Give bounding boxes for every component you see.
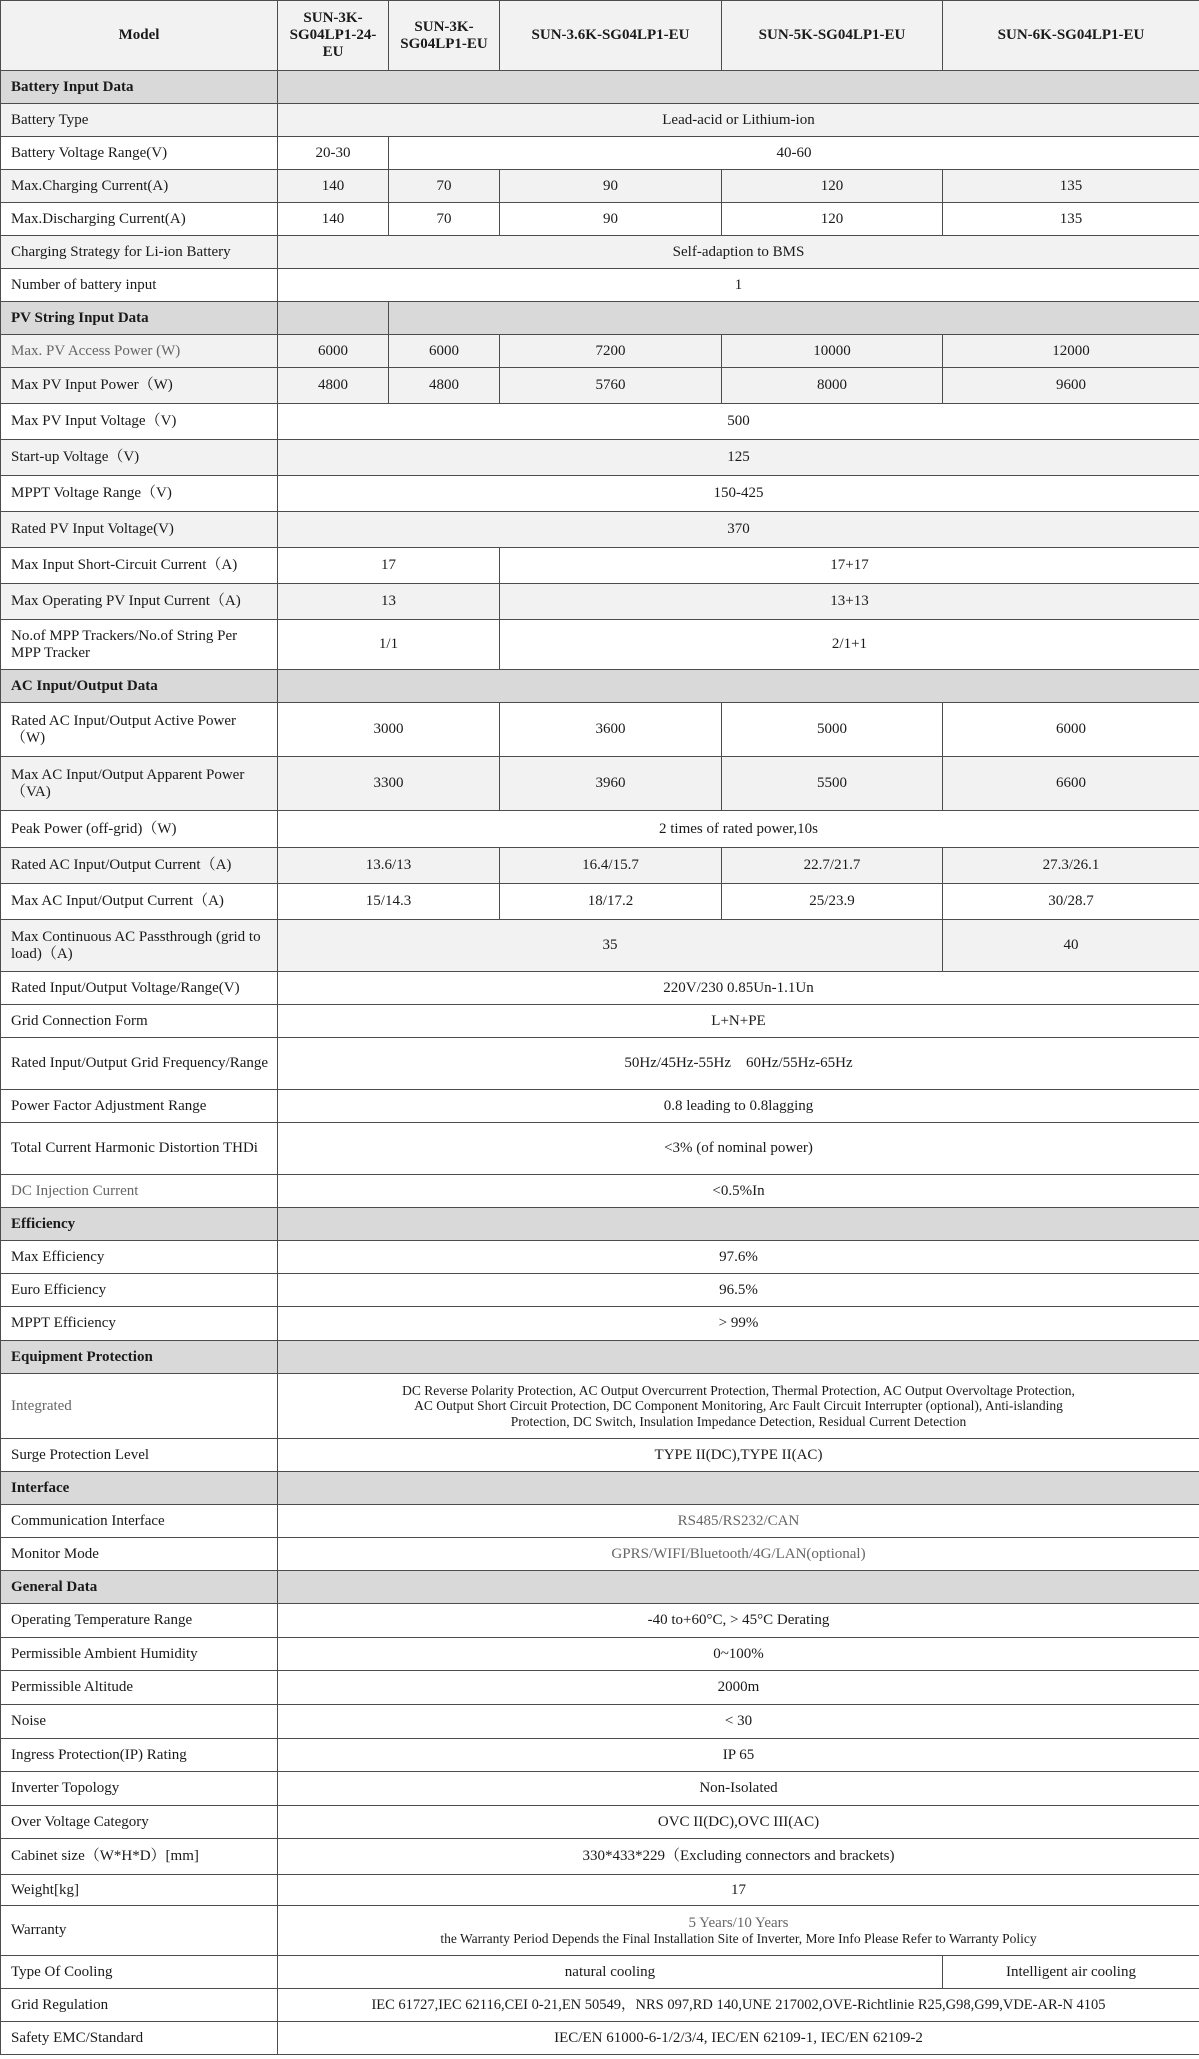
cell-value: RS485/RS232/CAN bbox=[278, 1505, 1199, 1538]
row-label: Battery Voltage Range(V) bbox=[1, 137, 278, 170]
row-label: Charging Strategy for Li-ion Battery bbox=[1, 236, 278, 269]
cell-value: 20-30 bbox=[278, 137, 389, 170]
table-row bbox=[1, 1538, 1199, 1571]
cell-value: OVC II(DC),OVC III(AC) bbox=[278, 1806, 1199, 1839]
table-row bbox=[1, 1374, 1199, 1439]
table-row bbox=[1, 548, 1199, 584]
row-label: Start-up Voltage（V) bbox=[1, 440, 278, 476]
table-row bbox=[1, 848, 1199, 884]
row-label: Cabinet size（W*H*D）[mm] bbox=[1, 1839, 278, 1875]
cell-value: 330*433*229（Excluding connectors and brackets) bbox=[278, 1839, 1199, 1875]
cell-value: 6600 bbox=[943, 757, 1199, 811]
row-label: Rated AC Input/Output Active Power （W) bbox=[1, 703, 278, 757]
section-title: General Data bbox=[1, 1571, 278, 1604]
table-row bbox=[1, 1241, 1199, 1274]
section-row bbox=[1, 1341, 1199, 1374]
cell-value: 7200 bbox=[500, 335, 722, 368]
row-label: Type Of Cooling bbox=[1, 1956, 278, 1989]
section-title: AC Input/Output Data bbox=[1, 670, 278, 703]
table-row bbox=[1, 884, 1199, 920]
row-label: Permissible Altitude bbox=[1, 1671, 278, 1705]
cell-value: 90 bbox=[500, 170, 722, 203]
cell-value: <0.5%In bbox=[278, 1175, 1199, 1208]
cell-value: 10000 bbox=[722, 335, 943, 368]
cell-value: 0~100% bbox=[278, 1638, 1199, 1671]
row-label: Monitor Mode bbox=[1, 1538, 278, 1571]
table-row bbox=[1, 170, 1199, 203]
row-label: Surge Protection Level bbox=[1, 1439, 278, 1472]
row-label: Peak Power (off-grid)（W) bbox=[1, 811, 278, 848]
table-row bbox=[1, 476, 1199, 512]
table-row bbox=[1, 512, 1199, 548]
cell-value: 25/23.9 bbox=[722, 884, 943, 920]
row-label: No.of MPP Trackers/No.of String Per MPP Tracker bbox=[1, 620, 278, 670]
row-label: Rated AC Input/Output Current（A) bbox=[1, 848, 278, 884]
row-label: Max.Charging Current(A) bbox=[1, 170, 278, 203]
row-label: Noise bbox=[1, 1705, 278, 1739]
cell-value: 17 bbox=[278, 548, 500, 584]
row-label: Safety EMC/Standard bbox=[1, 2022, 278, 2055]
table-row bbox=[1, 104, 1199, 137]
table-row bbox=[1, 440, 1199, 476]
section-title: Interface bbox=[1, 1472, 278, 1505]
cell-value: 8000 bbox=[722, 368, 943, 404]
table-row bbox=[1, 811, 1199, 848]
row-label: Max AC Input/Output Apparent Power （VA) bbox=[1, 757, 278, 811]
table-row bbox=[1, 920, 1199, 972]
cell-value: IEC 61727,IEC 62116,CEI 0-21,EN 50549，NRS 097,RD 140,UNE 217002,OVE-Richtlinie R25,G98,G99,VDE-AR-N 4105 bbox=[278, 1989, 1199, 2022]
cell-value: 0.8 leading to 0.8lagging bbox=[278, 1090, 1199, 1123]
table-row bbox=[1, 203, 1199, 236]
cell-value: L+N+PE bbox=[278, 1005, 1199, 1038]
table-row bbox=[1, 137, 1199, 170]
table-row bbox=[1, 1090, 1199, 1123]
section-row bbox=[1, 1472, 1199, 1505]
table-row bbox=[1, 1739, 1199, 1772]
cell-value: 27.3/26.1 bbox=[943, 848, 1199, 884]
cell-value: -40 to+60°C, > 45°C Derating bbox=[278, 1604, 1199, 1638]
cell-value: 4800 bbox=[389, 368, 500, 404]
cell-value: Lead-acid or Lithium-ion bbox=[278, 104, 1199, 137]
table-row bbox=[1, 1307, 1199, 1341]
row-label: Total Current Harmonic Distortion THDi bbox=[1, 1123, 278, 1175]
cell-value: 15/14.3 bbox=[278, 884, 500, 920]
section-row bbox=[1, 71, 1199, 104]
row-label: Number of battery input bbox=[1, 269, 278, 302]
cell-value: 4800 bbox=[278, 368, 389, 404]
cell-value: 1 bbox=[278, 269, 1199, 302]
row-label: Grid Regulation bbox=[1, 1989, 278, 2022]
model-name: SUN-3.6K-SG04LP1-EU bbox=[500, 1, 722, 71]
table-row bbox=[1, 972, 1199, 1005]
row-label: Operating Temperature Range bbox=[1, 1604, 278, 1638]
row-label: Over Voltage Category bbox=[1, 1806, 278, 1839]
warranty-cell bbox=[278, 1906, 1199, 1956]
cell-value: 97.6% bbox=[278, 1241, 1199, 1274]
row-label: Euro Efficiency bbox=[1, 1274, 278, 1307]
cell-value: 220V/230 0.85Un-1.1Un bbox=[278, 972, 1199, 1005]
table-row bbox=[1, 620, 1199, 670]
table-row bbox=[1, 1274, 1199, 1307]
table-row bbox=[1, 1005, 1199, 1038]
cell-value: 40 bbox=[943, 920, 1199, 972]
cell-value: 13.6/13 bbox=[278, 848, 500, 884]
table-row bbox=[1, 584, 1199, 620]
row-label: Max PV Input Power（W) bbox=[1, 368, 278, 404]
warranty-note: the Warranty Period Depends the Final Installation Site of Inverter, More Info Please Refer to Warranty Policy bbox=[440, 1931, 1037, 1947]
section-title: Equipment Protection bbox=[1, 1341, 278, 1374]
section-title: PV String Input Data bbox=[1, 302, 278, 335]
row-label: Max Input Short-Circuit Current（A) bbox=[1, 548, 278, 584]
row-label: Communication Interface bbox=[1, 1505, 278, 1538]
cell-value: 12000 bbox=[943, 335, 1199, 368]
cell-value: Non-Isolated bbox=[278, 1772, 1199, 1806]
section-row bbox=[1, 302, 1199, 335]
table-row bbox=[1, 1175, 1199, 1208]
model-name: SUN-6K-SG04LP1-EU bbox=[943, 1, 1199, 71]
row-label: Max AC Input/Output Current（A) bbox=[1, 884, 278, 920]
row-label: Max PV Input Voltage（V) bbox=[1, 404, 278, 440]
cell-value: 500 bbox=[278, 404, 1199, 440]
row-label: Warranty bbox=[1, 1906, 278, 1956]
table-row bbox=[1, 368, 1199, 404]
table-row bbox=[1, 1705, 1199, 1739]
table-row bbox=[1, 2022, 1199, 2055]
cell-value: <3% (of nominal power) bbox=[278, 1123, 1199, 1175]
cell-value: 13 bbox=[278, 584, 500, 620]
row-label: Rated PV Input Voltage(V) bbox=[1, 512, 278, 548]
row-label: Power Factor Adjustment Range bbox=[1, 1090, 278, 1123]
row-label: Max.Discharging Current(A) bbox=[1, 203, 278, 236]
cell-value: 6000 bbox=[389, 335, 500, 368]
section-title: Efficiency bbox=[1, 1208, 278, 1241]
section-row bbox=[1, 670, 1199, 703]
cell-value: 18/17.2 bbox=[500, 884, 722, 920]
section-row bbox=[1, 1571, 1199, 1604]
cell-value: 3600 bbox=[500, 703, 722, 757]
cell-value: 370 bbox=[278, 512, 1199, 548]
cell-value: natural cooling bbox=[278, 1956, 943, 1989]
cell-value: Intelligent air cooling bbox=[943, 1956, 1199, 1989]
cell-value: DC Reverse Polarity Protection, AC Output Overcurrent Protection, Thermal Protection, AC Output Overvoltage Protection, AC Output Short Circuit Protection, DC Component Monitoring, Arc Fault Circuit Interrupter (optional), Anti-islanding Protection, DC Switch, Insulation Impedance Detection, Residual Current Detection bbox=[278, 1374, 1199, 1439]
table-row bbox=[1, 1906, 1199, 1956]
cell-value: 5760 bbox=[500, 368, 722, 404]
model-name: SUN-3K-SG04LP1-24-EU bbox=[278, 1, 389, 71]
cell-value: 30/28.7 bbox=[943, 884, 1199, 920]
table-row bbox=[1, 1989, 1199, 2022]
cell-value: IP 65 bbox=[278, 1739, 1199, 1772]
row-label: Max Efficiency bbox=[1, 1241, 278, 1274]
row-label: Ingress Protection(IP) Rating bbox=[1, 1739, 278, 1772]
cell-value: 140 bbox=[278, 203, 389, 236]
cell-value: 70 bbox=[389, 203, 500, 236]
row-label: Rated Input/Output Voltage/Range(V) bbox=[1, 972, 278, 1005]
table-row bbox=[1, 1604, 1199, 1638]
table-row bbox=[1, 1505, 1199, 1538]
table-row bbox=[1, 1956, 1199, 1989]
row-label: Weight[kg] bbox=[1, 1875, 278, 1906]
warranty-years: 5 Years/10 Years bbox=[688, 1914, 789, 1931]
table-row bbox=[1, 1839, 1199, 1875]
cell-value: 16.4/15.7 bbox=[500, 848, 722, 884]
table-row bbox=[1, 703, 1199, 757]
row-label: Battery Type bbox=[1, 104, 278, 137]
cell-value: 120 bbox=[722, 170, 943, 203]
cell-value: 17+17 bbox=[500, 548, 1199, 584]
cell-value: < 30 bbox=[278, 1705, 1199, 1739]
table-row bbox=[1, 757, 1199, 811]
cell-value: 6000 bbox=[278, 335, 389, 368]
cell-value: 3300 bbox=[278, 757, 500, 811]
section-title: Battery Input Data bbox=[1, 71, 278, 104]
table-row bbox=[1, 1123, 1199, 1175]
cell-value: 35 bbox=[278, 920, 943, 972]
cell-value: GPRS/WIFI/Bluetooth/4G/LAN(optional) bbox=[278, 1538, 1199, 1571]
cell-value: 70 bbox=[389, 170, 500, 203]
table-row bbox=[1, 404, 1199, 440]
cell-value: 90 bbox=[500, 203, 722, 236]
cell-value: > 99% bbox=[278, 1307, 1199, 1341]
cell-value: 2/1+1 bbox=[500, 620, 1199, 670]
table-row bbox=[1, 236, 1199, 269]
table-row bbox=[1, 1875, 1199, 1906]
row-label: Inverter Topology bbox=[1, 1772, 278, 1806]
cell-value: 96.5% bbox=[278, 1274, 1199, 1307]
cell-value: Self-adaption to BMS bbox=[278, 236, 1199, 269]
row-label: MPPT Efficiency bbox=[1, 1307, 278, 1341]
row-label: Max Operating PV Input Current（A) bbox=[1, 584, 278, 620]
table-row bbox=[1, 1439, 1199, 1472]
row-label: DC Injection Current bbox=[1, 1175, 278, 1208]
cell-value: 120 bbox=[722, 203, 943, 236]
cell-value: 5500 bbox=[722, 757, 943, 811]
cell-value: 6000 bbox=[943, 703, 1199, 757]
cell-value: 9600 bbox=[943, 368, 1199, 404]
row-label: Max. PV Access Power (W) bbox=[1, 335, 278, 368]
cell-value: 40-60 bbox=[389, 137, 1199, 170]
cell-value: 17 bbox=[278, 1875, 1199, 1906]
model-header: Model bbox=[1, 1, 278, 71]
cell-value: TYPE II(DC),TYPE II(AC) bbox=[278, 1439, 1199, 1472]
row-label: Permissible Ambient Humidity bbox=[1, 1638, 278, 1671]
model-name: SUN-3K-SG04LP1-EU bbox=[389, 1, 500, 71]
cell-value: 5000 bbox=[722, 703, 943, 757]
row-label: Grid Connection Form bbox=[1, 1005, 278, 1038]
cell-value: 150-425 bbox=[278, 476, 1199, 512]
model-name: SUN-5K-SG04LP1-EU bbox=[722, 1, 943, 71]
cell-value: 1/1 bbox=[278, 620, 500, 670]
cell-value: 125 bbox=[278, 440, 1199, 476]
table-row bbox=[1, 1038, 1199, 1090]
cell-value: IEC/EN 61000-6-1/2/3/4, IEC/EN 62109-1, IEC/EN 62109-2 bbox=[278, 2022, 1199, 2055]
cell-value: 135 bbox=[943, 203, 1199, 236]
cell-value: 13+13 bbox=[500, 584, 1199, 620]
cell-value: 3960 bbox=[500, 757, 722, 811]
cell-value: 2 times of rated power,10s bbox=[278, 811, 1199, 848]
cell-value: 22.7/21.7 bbox=[722, 848, 943, 884]
table-row bbox=[1, 335, 1199, 368]
row-label: MPPT Voltage Range（V) bbox=[1, 476, 278, 512]
cell-value: 3000 bbox=[278, 703, 500, 757]
header-row bbox=[1, 1, 1199, 71]
table-row bbox=[1, 1638, 1199, 1671]
row-label: Integrated bbox=[1, 1374, 278, 1439]
table-row bbox=[1, 1772, 1199, 1806]
row-label: Rated Input/Output Grid Frequency/Range bbox=[1, 1038, 278, 1090]
cell-value: 140 bbox=[278, 170, 389, 203]
cell-value: 135 bbox=[943, 170, 1199, 203]
table-row bbox=[1, 269, 1199, 302]
table-row bbox=[1, 1671, 1199, 1705]
row-label: Max Continuous AC Passthrough (grid to load)（A) bbox=[1, 920, 278, 972]
section-row bbox=[1, 1208, 1199, 1241]
cell-value: 50Hz/45Hz-55Hz 60Hz/55Hz-65Hz bbox=[278, 1038, 1199, 1090]
cell-value: 2000m bbox=[278, 1671, 1199, 1705]
table-row bbox=[1, 1806, 1199, 1839]
